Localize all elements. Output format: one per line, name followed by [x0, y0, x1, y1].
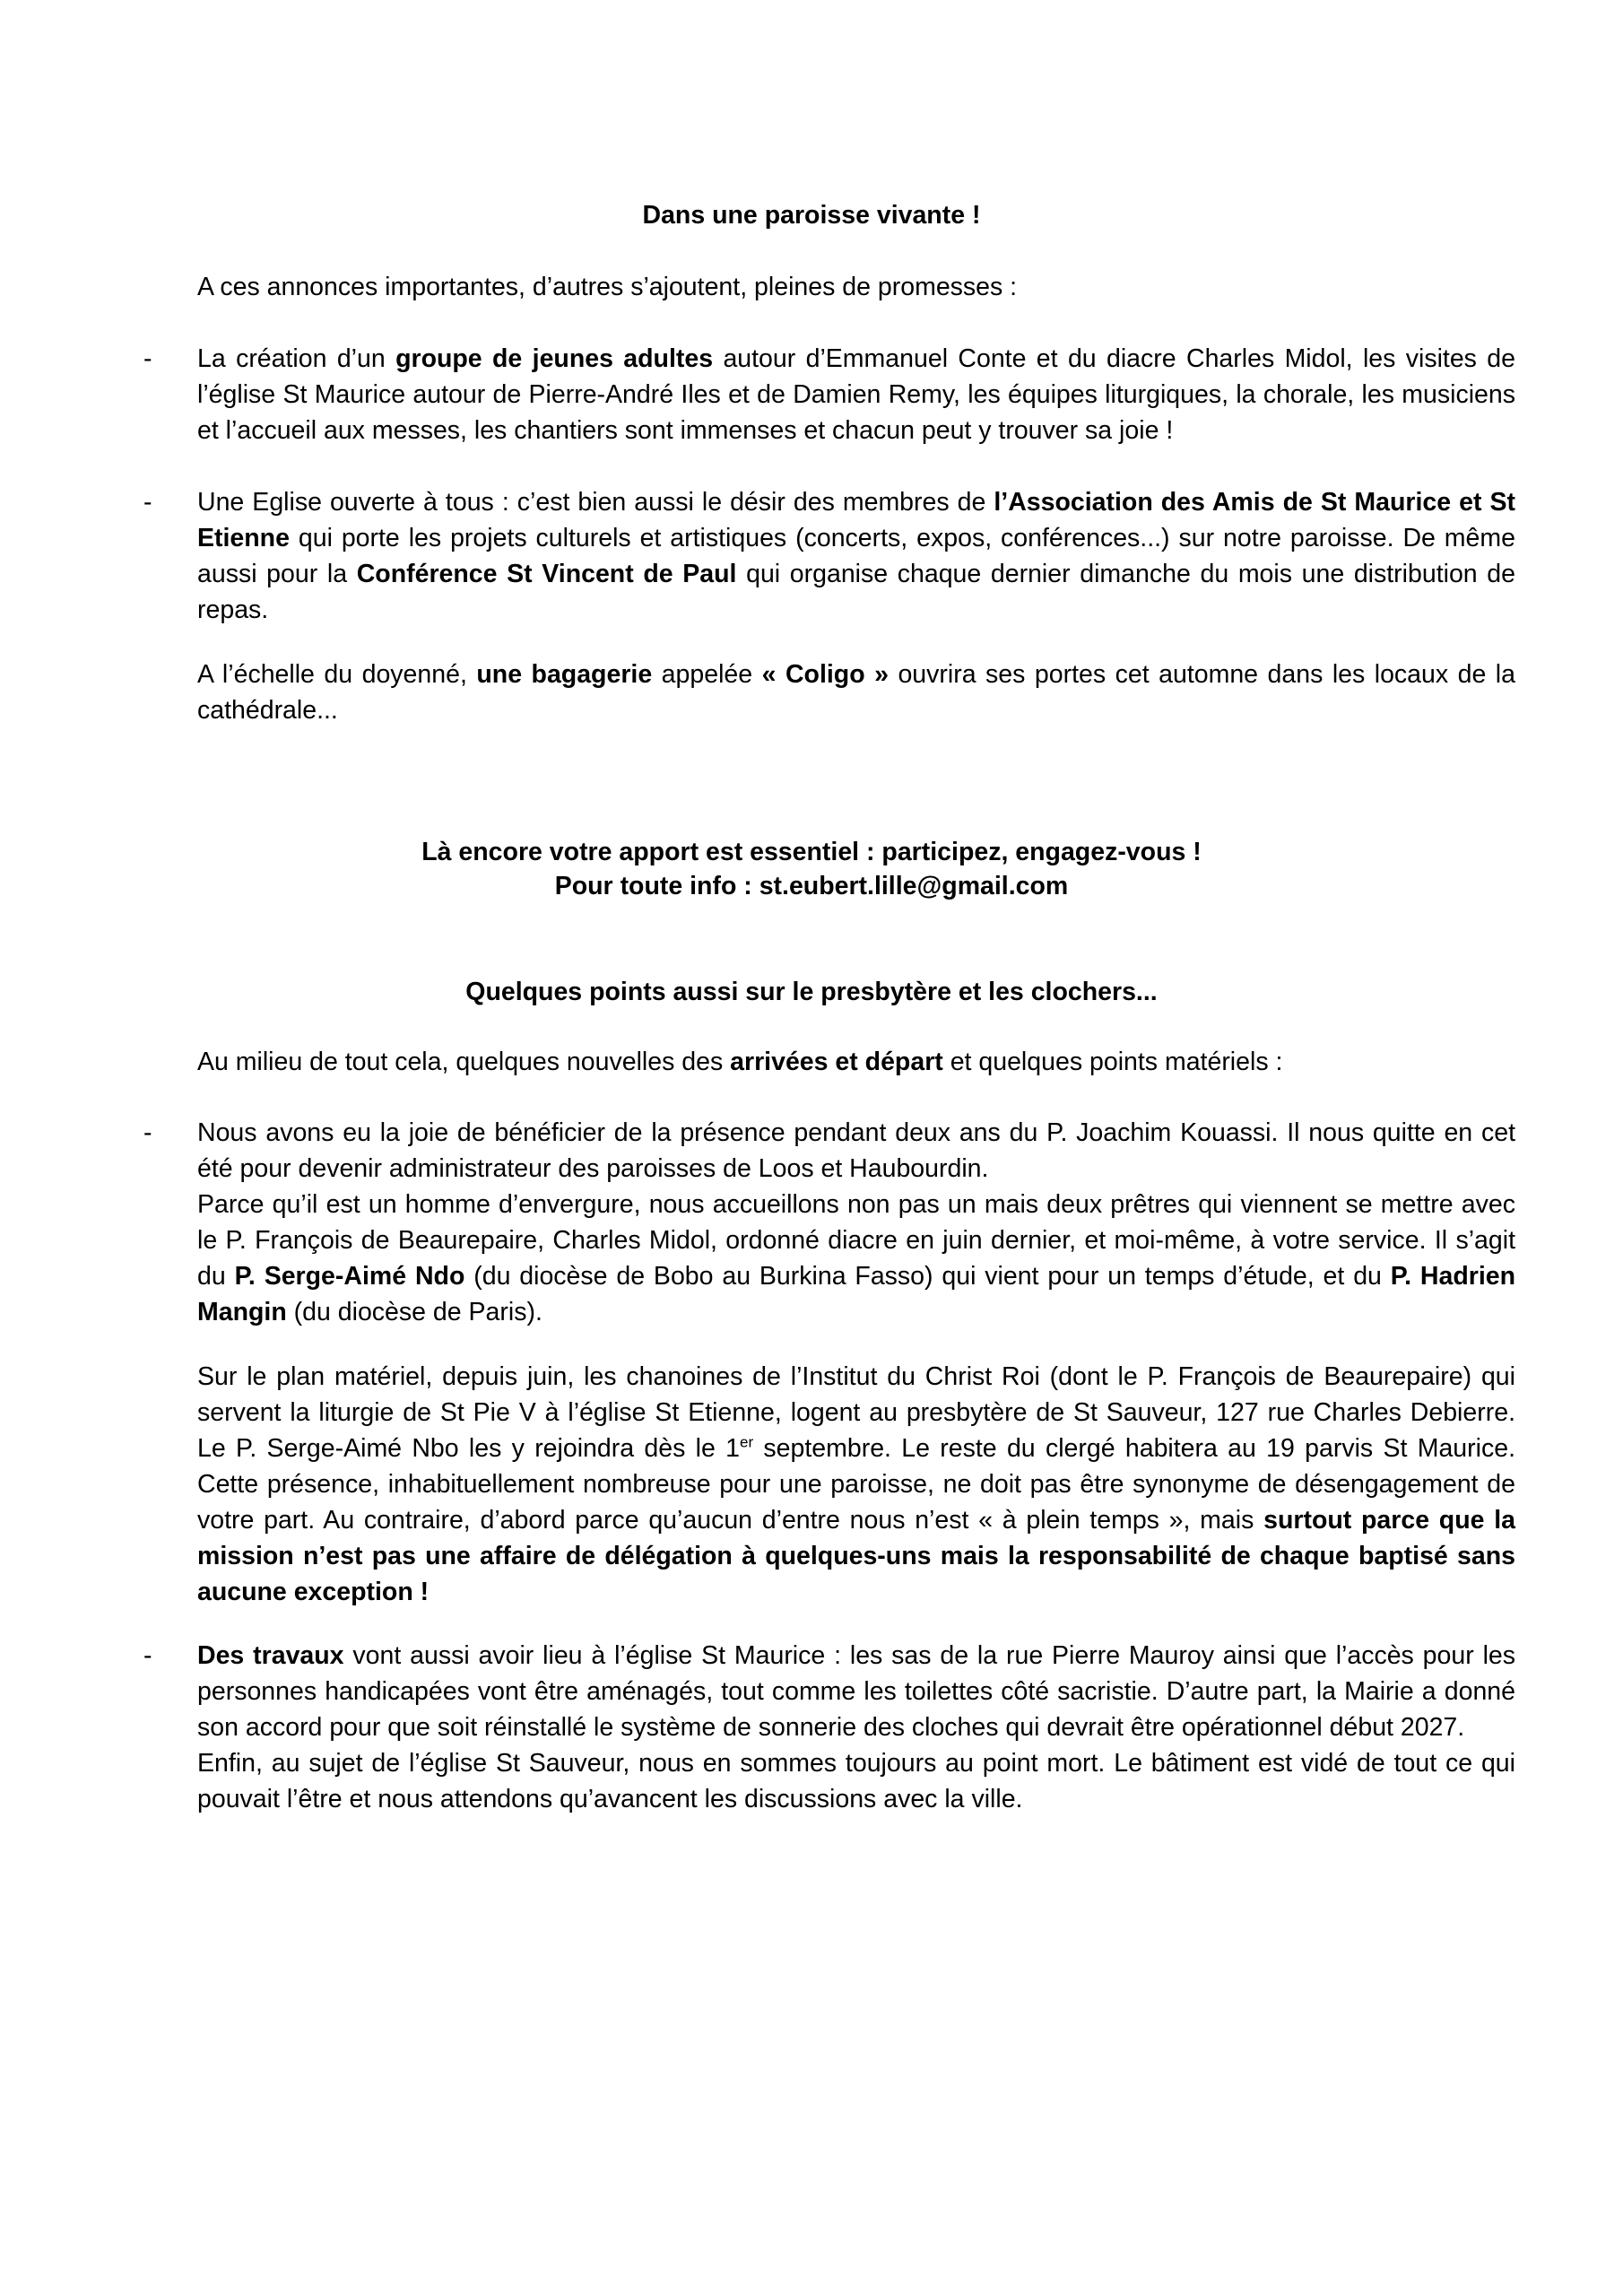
heading-paroisse-vivante: Dans une paroisse vivante !	[642, 201, 981, 230]
paragraph-st-sauveur: Enfin, au sujet de l’église St Sauveur, nous en sommes toujours au point mort. Le bâtiment est vidé de tout ce qui pouvait l’être et nous attendons qu’avancent les discussions avec la ville.	[197, 1749, 1515, 1813]
bullet-travaux	[197, 1638, 1515, 1817]
bullet-dash: -	[143, 488, 152, 517]
intro-annonces: A ces annonces importantes, d’autres s’ajoutent, pleines de promesses :	[197, 273, 1018, 301]
bullet-dash: -	[143, 1118, 152, 1147]
paragraph-depart-kouassi: Nous avons eu la joie de bénéficier de la présence pendant deux ans du P. Joachim Kouassi. Il nous quitte en cet été pour devenir administrateur des paroisses de Loos et Haubourdin.	[197, 1118, 1515, 1183]
paragraph-plan-materiel: Sur le plan matériel, depuis juin, les chanoines de l’Institut du Christ Roi (dont le P. François de Beaurepaire) qui servent la liturgie de St Pie V à l’église St Etienne, logent au presbytère de St Sauveur, 127 rue Charles Debierre. Le P. Serge-Aimé Nbo les y rejoindra dès le 1er septembre. Le reste du clergé habitera au 19 parvis St Maurice. Cette présence, inhabituellement nombreuse pour une paroisse, ne doit pas être synonyme de désengagement de votre part. Au contraire, d’abord parce qu’aucun d’entre nous n’est « à plein temps », mais surtout parce que la mission n’est pas une affaire de délégation à quelques-uns mais la responsabilité de chaque baptisé sans aucune exception !	[197, 1362, 1515, 1606]
call-to-action-participez: Là encore votre apport est essentiel : participez, engagez-vous !	[421, 838, 1202, 866]
bullet-dash: -	[143, 344, 152, 373]
heading-presbytere-clochers: Quelques points aussi sur le presbytère et les clochers...	[465, 978, 1158, 1006]
paragraph-arrivee-pretres: Parce qu’il est un homme d’envergure, nous accueillons non pas un mais deux prêtres qui viennent se mettre avec le P. François de Beaurepaire, Charles Midol, ordonné diacre en juin dernier, et moi-même, à votre service. Il s’agit du P. Serge-Aimé Ndo (du diocèse de Bobo au Burkina Fasso) qui vient pour un temps d’étude, et du P. Hadrien Mangin (du diocèse de Paris).	[197, 1190, 1515, 1326]
intro-arrivees-depart: Au milieu de tout cela, quelques nouvelles des arrivées et départ et quelques points matériels :	[197, 1048, 1283, 1076]
bullet-dash: -	[143, 1641, 152, 1670]
bullet-jeunes-adultes: La création d’un groupe de jeunes adultes autour d’Emmanuel Conte et du diacre Charles Midol, les visites de l’église St Maurice autour de Pierre-André Iles et de Damien Remy, les équipes liturgiques, la chorale, les musiciens et l’accueil aux messes, les chantiers sont immenses et chacun peut y trouver sa joie !	[197, 344, 1515, 445]
paragraph-bagagerie: A l’échelle du doyenné, une bagagerie appelée « Coligo » ouvrira ses portes cet automne dans les locaux de la cathédrale...	[197, 660, 1515, 725]
bullet-eglise-ouverte: Une Eglise ouverte à tous : c’est bien aussi le désir des membres de l’Association des Amis de St Maurice et St Etienne qui porte les projets culturels et artistiques (concerts, expos, conférences...) sur notre paroisse. De même aussi pour la Conférence St Vincent de Paul qui organise chaque dernier dimanche du mois une distribution de repas.	[197, 488, 1516, 624]
contact-email-line: Pour toute info : st.eubert.lille@gmail.com	[554, 872, 1069, 900]
paragraph-travaux-st-maurice: Des travaux vont aussi avoir lieu à l’église St Maurice : les sas de la rue Pierre Mauroy ainsi que l’accès pour les personnes handicapées vont être aménagés, tout comme les toilettes côté sacristie. D’autre part, la Mairie a donné son accord pour que soit réinstallé le système de sonnerie des cloches qui devrait être opérationnel début 2027.	[197, 1641, 1515, 1742]
bullet-nouveaux-pretres	[197, 1115, 1515, 1330]
